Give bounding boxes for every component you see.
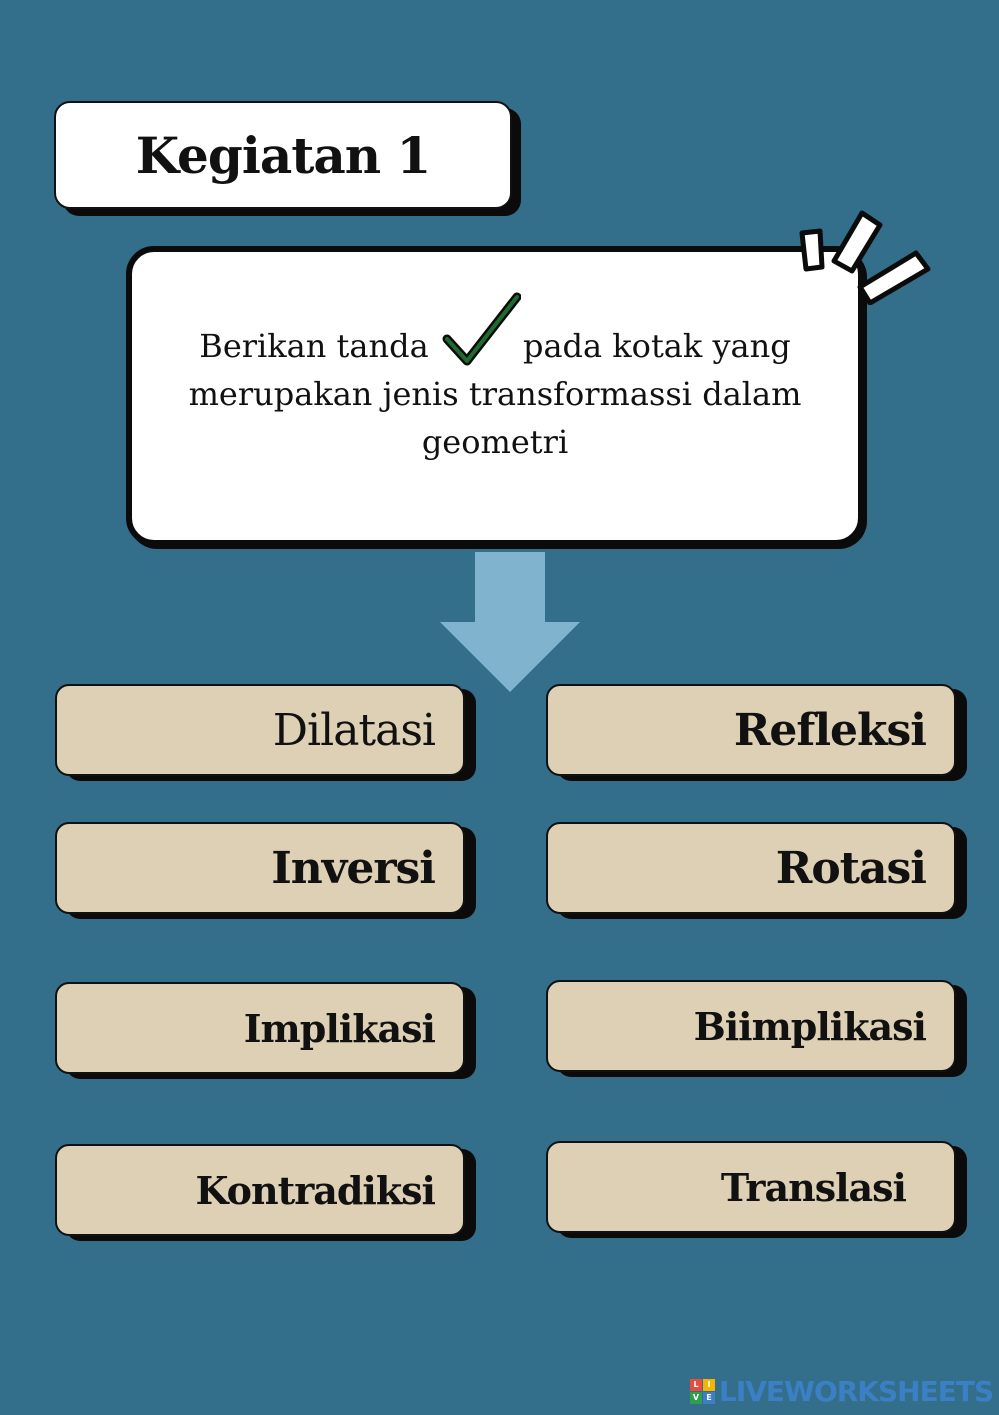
instruction-part2: pada kotak yang: [522, 327, 791, 365]
option-label: Inversi: [271, 842, 435, 894]
option-label: Implikasi: [243, 1005, 435, 1051]
title-box: [54, 101, 512, 209]
option-label: Rotasi: [775, 842, 926, 894]
option-label: Translasi: [720, 1164, 906, 1210]
option-label: Biimplikasi: [693, 1003, 926, 1049]
instruction-box: [126, 246, 864, 546]
liveworksheets-logo: [690, 1374, 993, 1408]
option-refleksi[interactable]: [546, 684, 956, 776]
logo-text: LIVEWORKSHEETS: [719, 1374, 994, 1408]
option-implikasi[interactable]: [55, 982, 465, 1074]
logo-mark-icon: [690, 1379, 715, 1404]
option-kontradiksi[interactable]: [55, 1144, 465, 1236]
instruction-line3: geometri: [421, 423, 569, 461]
page-title: Kegiatan 1: [135, 125, 431, 185]
instruction-part1: Berikan tanda: [199, 327, 429, 365]
option-biimplikasi[interactable]: [546, 980, 956, 1072]
logo-letter: E: [703, 1392, 715, 1404]
option-translasi[interactable]: [546, 1141, 956, 1233]
option-rotasi[interactable]: [546, 822, 956, 914]
option-dilatasi[interactable]: [55, 684, 465, 776]
logo-letter: V: [690, 1392, 702, 1404]
check-icon: [441, 323, 511, 363]
instruction-text: [132, 322, 858, 466]
accent-lines-icon: [790, 205, 940, 305]
option-label: Dilatasi: [272, 704, 435, 756]
down-arrow-icon: [440, 552, 580, 694]
option-label: Kontradiksi: [195, 1167, 435, 1213]
logo-letter: I: [703, 1379, 715, 1391]
instruction-line2: merupakan jenis transformassi dalam: [188, 375, 802, 413]
option-label: Refleksi: [733, 704, 926, 756]
option-inversi[interactable]: [55, 822, 465, 914]
logo-letter: L: [690, 1379, 702, 1391]
